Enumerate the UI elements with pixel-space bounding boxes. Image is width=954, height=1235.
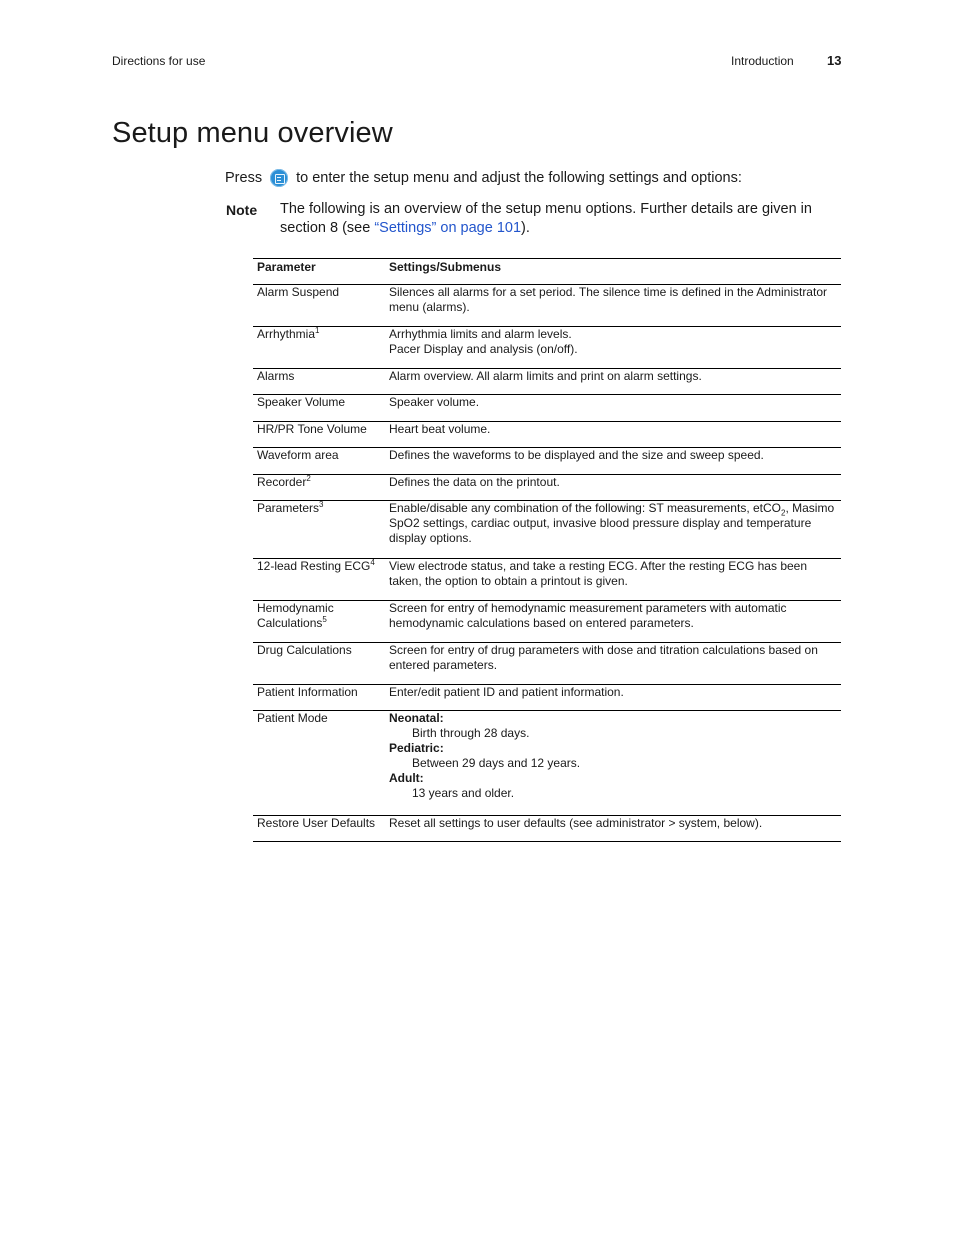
table-row [253,601,841,643]
param-text: Calculations [257,616,323,630]
param-text: 12-lead Resting ECG [257,559,371,573]
desc-cell: Silences all alarms for a set period. The silence time is defined in the Administrator menu (alarms). [389,285,827,314]
mode-desc: Birth through 28 days. [412,726,530,740]
desc-cell: Alarm overview. All alarm limits and print on alarm settings. [389,369,702,383]
param-cell: Speaker Volume [257,395,346,409]
desc-cell [385,501,841,559]
footnote-ref: 3 [319,500,324,509]
param-cell [253,601,385,643]
param-cell: Alarms [257,369,295,383]
header-parameter: Parameter [257,260,316,274]
intro-paragraph [225,169,742,187]
param-text: Recorder [257,475,307,489]
param-cell [253,501,385,559]
table-row [253,559,841,601]
table-row [253,501,841,559]
desc-cell: Screen for entry of hemodynamic measurement parameters with automatic hemodynamic calculations based on entered parameters. [389,601,787,630]
table-row [253,475,841,501]
table-row [253,395,841,422]
param-cell [253,559,385,601]
param-cell: Patient Information [257,685,358,699]
settings-page-link[interactable]: “Settings” on page 101 [374,220,522,236]
mode-desc: 13 years and older. [412,786,515,800]
table-header-row [253,259,841,285]
subscript: 2 [781,508,786,518]
running-header-section: Introduction [731,54,794,68]
desc-cell: View electrode status, and take a resting ECG. After the resting ECG has been taken, the option to obtain a printout is given. [389,559,808,588]
table-row [253,685,841,711]
table-row [253,711,841,816]
footnote-ref: 4 [370,558,375,567]
intro-text-after: to enter the setup menu and adjust the following settings and options: [296,170,742,186]
desc-cell: Defines the data on the printout. [389,475,560,489]
note-text-before: The following is an overview of the setup menu options. Further details are given in section 8 (see [280,201,812,236]
desc-cell: Heart beat volume. [389,422,491,436]
mode-label: Neonatal: [389,711,444,725]
param-line: Hemodynamic [257,601,334,615]
desc-line: Arrhythmia limits and alarm levels. [389,327,572,341]
mode-label: Pediatric: [389,741,444,755]
desc-cell: Speaker volume. [389,395,480,409]
page-number: 13 [827,53,842,68]
footnote-ref: 2 [306,474,311,483]
table-row [253,327,841,369]
desc-line: Pacer Display and analysis (on/off). [389,342,578,356]
note-label: Note [226,202,258,218]
page-title: Setup menu overview [112,117,393,149]
desc-cell: Enter/edit patient ID and patient information. [389,685,624,699]
param-cell: Patient Mode [257,711,328,725]
param-cell: Restore User Defaults [257,816,376,830]
footnote-ref: 5 [322,615,327,624]
intro-text-before: Press [225,170,263,186]
param-text: Parameters [257,501,320,515]
setup-menu-icon [270,169,288,187]
param-cell: HR/PR Tone Volume [257,422,367,436]
param-cell: Alarm Suspend [257,285,340,299]
desc-cell: Screen for entry of drug parameters with dose and titration calculations based on entered parameters. [389,643,818,672]
param-cell [253,475,385,501]
footnote-ref: 1 [315,326,320,335]
desc-cell [385,327,841,369]
table-row [253,816,841,842]
desc-cell [385,711,841,816]
header-settings: Settings/Submenus [389,260,502,274]
table-row [253,285,841,327]
note-text-after: ). [521,220,530,236]
running-header-left: Directions for use [112,54,206,68]
desc-cell: Defines the waveforms to be displayed and the size and sweep speed. [389,448,764,462]
setup-parameters-table [253,258,841,842]
table-row [253,643,841,685]
mode-desc: Between 29 days and 12 years. [412,756,581,770]
mode-label: Adult: [389,771,424,785]
param-cell [253,327,385,369]
table-row [253,422,841,448]
param-text: Arrhythmia [257,327,316,341]
param-cell: Waveform area [257,448,339,462]
desc-text: Enable/disable any combination of the following: ST measurements, etCO [389,501,781,515]
desc-cell: Reset all settings to user defaults (see administrator > system, below). [389,816,763,830]
note-text [280,200,845,238]
param-cell: Drug Calculations [257,643,352,657]
table-row [253,448,841,475]
table-row [253,369,841,395]
desc-text: , Masimo SpO2 settings, cardiac output, invasive blood pressure display and temperature display options. [389,501,835,545]
